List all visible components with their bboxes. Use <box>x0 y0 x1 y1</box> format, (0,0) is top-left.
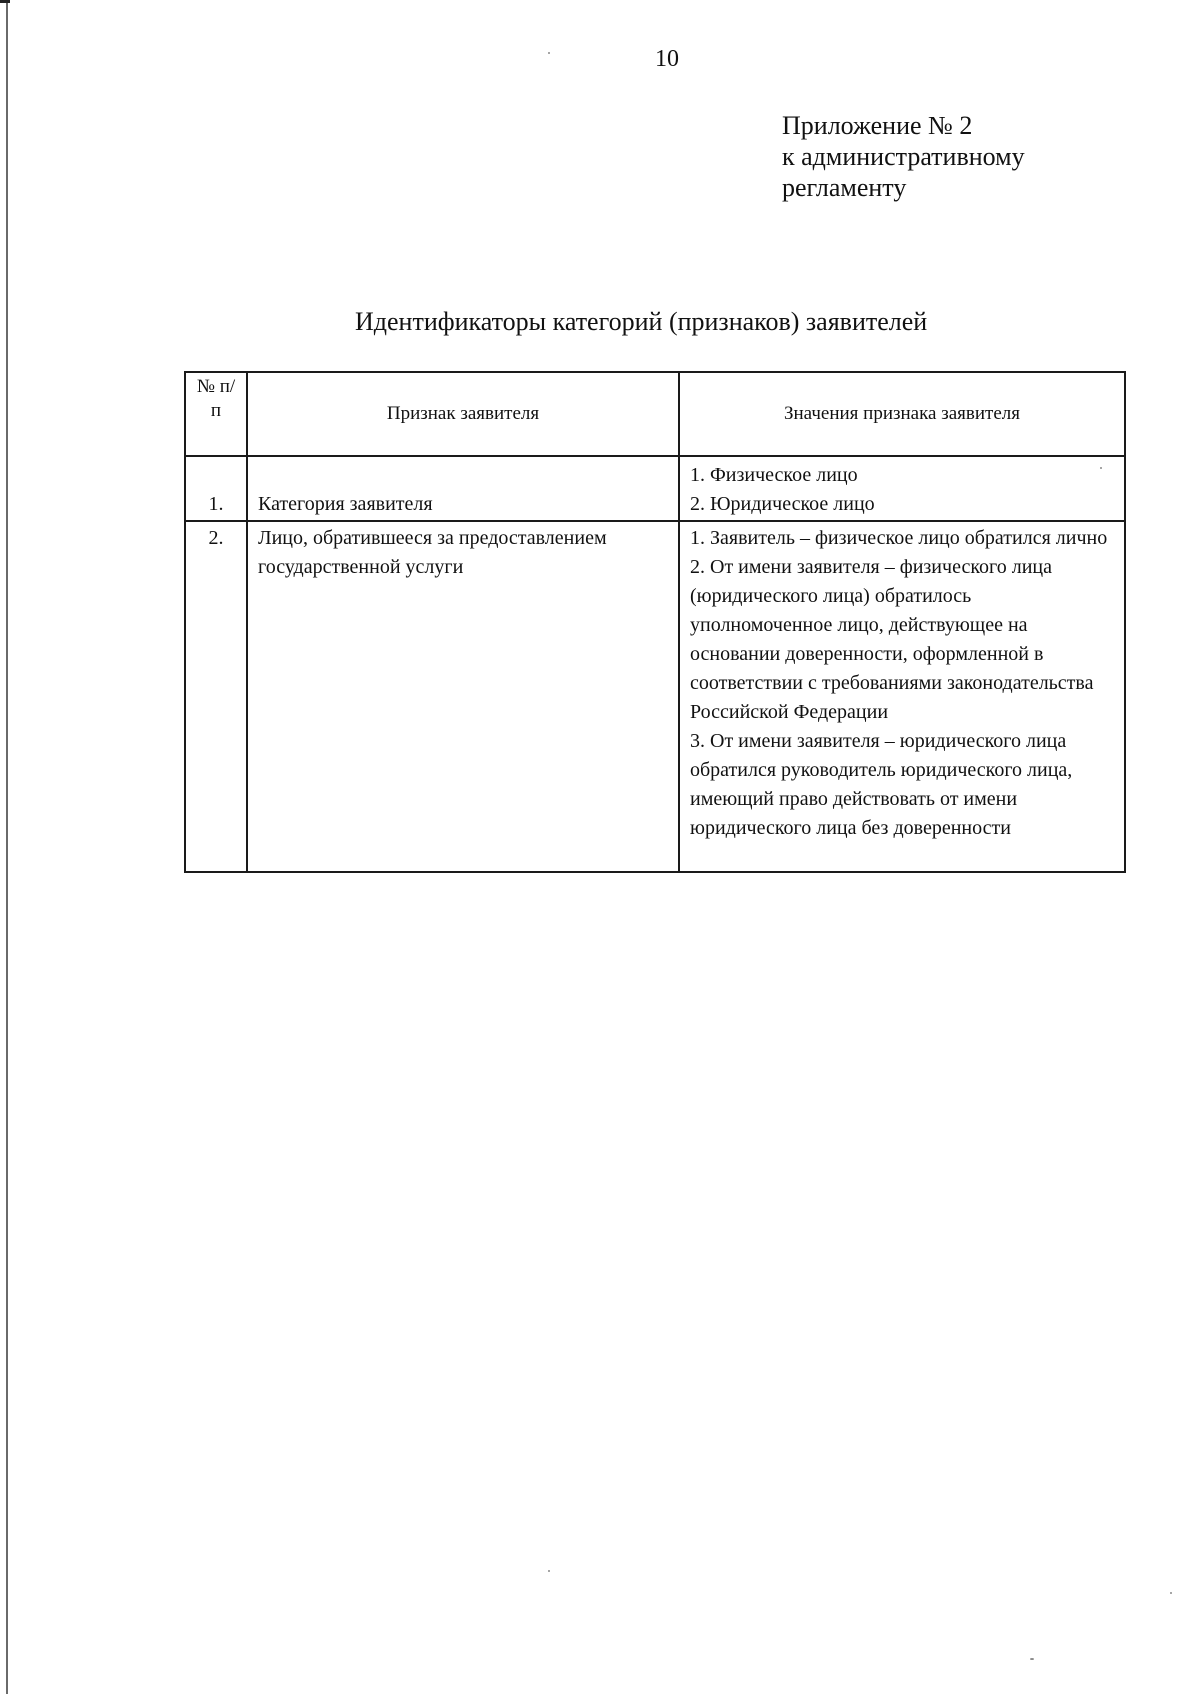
header-values: Значения признака заявителя <box>679 372 1125 456</box>
scan-speck <box>548 1570 550 1572</box>
table-header-row <box>185 372 1125 456</box>
value-item: 3. От имени заявителя – юридического лица обратился руководитель юридического лица, имеющий право действовать от имени юридического лица без доверенности <box>690 730 1073 839</box>
appendix-line-3: регламенту <box>782 173 907 202</box>
appendix-line-2: к административному <box>782 142 1025 171</box>
value-item: 1. Заявитель – физическое лицо обратился лично <box>690 527 1108 549</box>
row-values <box>679 456 1125 521</box>
table-row <box>185 456 1125 521</box>
row-sign: Лицо, обратившееся за предоставлением государственной услуги <box>247 521 679 872</box>
scan-speck <box>548 52 550 54</box>
row-number: 1. <box>185 456 247 521</box>
scan-speck <box>1100 467 1102 469</box>
page-number: 10 <box>655 46 679 72</box>
scan-edge-line <box>6 0 8 1694</box>
value-item: 2. От имени заявителя – физического лица (юридического лица) обратилось уполномоченное лицо, действующее на основании доверенности, оформленной в соответствии с требованиями законодательства Российской Федерации <box>690 556 1094 723</box>
table-row <box>185 521 1125 872</box>
value-item: 2. Юридическое лицо <box>690 493 875 515</box>
row-values <box>679 521 1125 872</box>
header-num: № п/п <box>185 372 247 456</box>
row-number: 2. <box>185 521 247 872</box>
header-sign: Признак заявителя <box>247 372 679 456</box>
appendix-note <box>782 110 1025 203</box>
applicant-identifiers-table <box>184 371 1126 873</box>
scan-edge-mark <box>0 0 10 3</box>
document-title: Идентификаторы категорий (признаков) заявителей <box>355 307 928 336</box>
scan-speck <box>1170 1592 1172 1594</box>
scan-speck <box>1030 1658 1034 1660</box>
appendix-line-1: Приложение № 2 <box>782 111 973 140</box>
value-item: 1. Физическое лицо <box>690 464 858 486</box>
row-sign: Категория заявителя <box>247 456 679 521</box>
